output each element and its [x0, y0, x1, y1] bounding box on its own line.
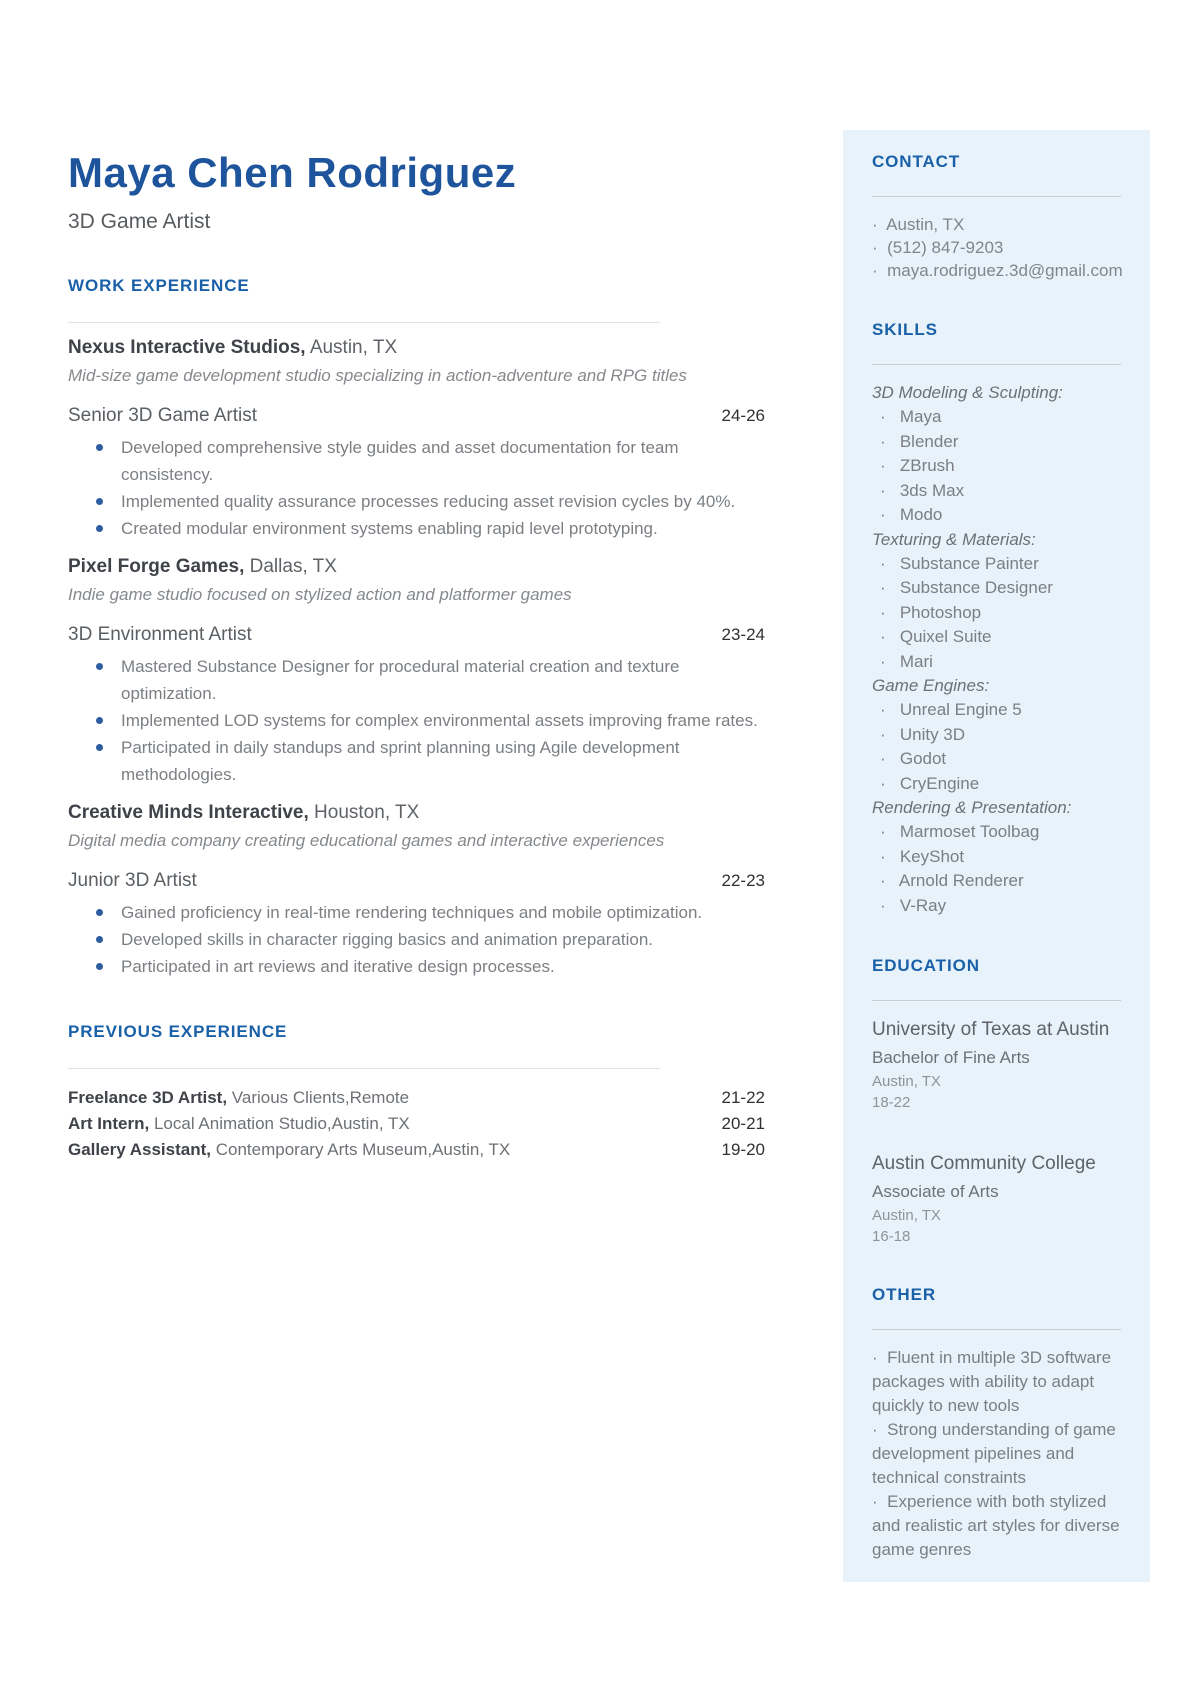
role-row — [68, 624, 765, 646]
role-row — [68, 405, 765, 427]
section-divider — [68, 322, 660, 323]
skill-group — [872, 528, 1121, 675]
skills-section — [872, 320, 1121, 918]
main-column — [68, 150, 765, 1163]
contact-email: · maya.rodriguez.3d@gmail.com — [872, 259, 1098, 282]
skill-group — [872, 796, 1121, 918]
company-line — [68, 802, 765, 824]
school-location: Austin, TX — [872, 1073, 941, 1090]
contact-phone: · (512) 847-9203 — [872, 236, 1098, 259]
previous-entry — [68, 1085, 765, 1111]
skills-heading: SKILLS — [872, 320, 938, 339]
job-dates: 24-26 — [721, 406, 765, 426]
skill-item: · Unreal Engine 5 — [872, 698, 1121, 723]
skill-item: · Godot — [872, 747, 1121, 772]
education-entry — [872, 1151, 1121, 1247]
company-line — [68, 337, 765, 359]
job-entry — [68, 556, 765, 788]
previous-dates: 19-20 — [721, 1140, 765, 1160]
previous-entry-text — [68, 1137, 510, 1163]
contact-list — [872, 213, 1123, 282]
previous-role: Freelance 3D Artist, — [68, 1088, 228, 1108]
role-row — [68, 870, 765, 892]
bullet-item: Implemented quality assurance processes reducing asset revision cycles by 40%. — [68, 488, 765, 515]
job-bullet-list — [68, 434, 765, 542]
job-title: 3D Environment Artist — [68, 624, 252, 646]
previous-role: Gallery Assistant, — [68, 1140, 211, 1160]
education-dates: 16-18 — [872, 1228, 911, 1245]
company-location: Houston, TX — [314, 802, 420, 824]
company-description: Digital media company creating educational games and interactive experiences — [68, 831, 665, 851]
school-name: University of Texas at Austin — [872, 1019, 1110, 1040]
previous-experience-heading: PREVIOUS EXPERIENCE — [68, 1022, 288, 1042]
skill-item: · Unity 3D — [872, 723, 1121, 748]
skill-item: · Marmoset Toolbag — [872, 820, 1121, 845]
previous-entry — [68, 1137, 765, 1163]
contact-heading: CONTACT — [872, 152, 961, 171]
company-name: Creative Minds Interactive, — [68, 802, 309, 824]
bullet-item: Gained proficiency in real-time rendering techniques and mobile optimization. — [68, 899, 765, 926]
skill-item: · Substance Designer — [872, 576, 1121, 601]
company-name: Pixel Forge Games, — [68, 556, 245, 578]
job-dates: 22-23 — [721, 871, 765, 891]
bullet-item: Developed comprehensive style guides and asset documentation for team consistency. — [68, 434, 765, 488]
degree: Bachelor of Fine Arts — [872, 1048, 1030, 1067]
previous-entry-text — [68, 1111, 410, 1137]
job-bullet-list — [68, 899, 765, 980]
skill-item: · Photoshop — [872, 601, 1121, 626]
skill-item: · CryEngine — [872, 772, 1121, 797]
company-location: Dallas, TX — [249, 556, 337, 578]
skill-group — [872, 381, 1121, 528]
skill-group-label: Texturing & Materials: — [872, 529, 1036, 549]
skill-item: · Blender — [872, 430, 1121, 455]
skill-item: · Substance Painter — [872, 552, 1121, 577]
contact-section — [872, 152, 1121, 282]
previous-org: Contemporary Arts Museum,Austin, TX — [215, 1140, 511, 1160]
other-item: · Experience with both stylized and realistic art styles for diverse game genres — [872, 1490, 1121, 1562]
skill-item: · Arnold Renderer — [872, 869, 1121, 894]
sidebar — [843, 130, 1150, 1582]
skill-item: · V-Ray — [872, 894, 1121, 919]
education-dates: 18-22 — [872, 1094, 911, 1111]
education-entry — [872, 1017, 1121, 1113]
skill-group-label: Game Engines: — [872, 676, 990, 695]
school-location: Austin, TX — [872, 1207, 941, 1224]
company-line — [68, 556, 765, 578]
skill-group-label: 3D Modeling & Sculpting: — [872, 383, 1063, 402]
job-title: Junior 3D Artist — [68, 870, 197, 892]
skill-item: · Modo — [872, 503, 1121, 528]
education-section — [872, 956, 1121, 1247]
bullet-item: Participated in art reviews and iterative design processes. — [68, 953, 765, 980]
company-description: Mid-size game development studio specializing in action-adventure and RPG titles — [68, 366, 687, 386]
skill-item: · Maya — [872, 405, 1121, 430]
previous-dates: 21-22 — [721, 1088, 765, 1108]
section-divider — [68, 1068, 660, 1069]
skill-item: · Mari — [872, 650, 1121, 675]
skill-item: · KeyShot — [872, 845, 1121, 870]
previous-entry — [68, 1111, 765, 1137]
bullet-item: Mastered Substance Designer for procedural material creation and texture optimization. — [68, 653, 765, 707]
person-job-title: 3D Game Artist — [68, 210, 211, 234]
previous-role: Art Intern, — [68, 1114, 150, 1134]
job-title: Senior 3D Game Artist — [68, 405, 258, 427]
other-item: · Strong understanding of game development pipelines and technical constraints — [872, 1418, 1121, 1490]
previous-org: Various Clients,Remote — [231, 1088, 410, 1108]
company-description: Indie game studio focused on stylized action and platformer games — [68, 585, 572, 605]
other-heading: OTHER — [872, 1285, 936, 1304]
school-name: Austin Community College — [872, 1153, 1096, 1174]
company-name: Nexus Interactive Studios, — [68, 337, 306, 359]
other-item: · Fluent in multiple 3D software packages with ability to adapt quickly to new tools — [872, 1346, 1121, 1418]
job-dates: 23-24 — [721, 625, 765, 645]
person-name: Maya Chen Rodriguez — [68, 149, 517, 196]
skill-item: · ZBrush — [872, 454, 1121, 479]
previous-entry-text — [68, 1085, 409, 1111]
other-section — [872, 1285, 1121, 1562]
sidebar-divider — [872, 196, 1121, 197]
bullet-item: Created modular environment systems enabling rapid level prototyping. — [68, 515, 765, 542]
bullet-item: Participated in daily standups and sprint planning using Agile development methodologies. — [68, 734, 765, 788]
bullet-item: Developed skills in character rigging basics and animation preparation. — [68, 926, 765, 953]
sidebar-divider — [872, 1329, 1121, 1330]
job-bullet-list — [68, 653, 765, 788]
previous-experience-list — [68, 1085, 765, 1163]
job-entry — [68, 337, 765, 542]
sidebar-divider — [872, 1000, 1121, 1001]
skill-item: · Quixel Suite — [872, 625, 1121, 650]
degree: Associate of Arts — [872, 1182, 999, 1201]
sidebar-divider — [872, 364, 1121, 365]
education-heading: EDUCATION — [872, 956, 980, 975]
company-location: Austin, TX — [309, 337, 398, 359]
contact-location: · Austin, TX — [872, 213, 1098, 236]
skill-group — [872, 674, 1121, 796]
previous-dates: 20-21 — [721, 1114, 765, 1134]
previous-org: Local Animation Studio,Austin, TX — [153, 1114, 410, 1134]
work-experience-heading: WORK EXPERIENCE — [68, 276, 250, 296]
skill-item: · 3ds Max — [872, 479, 1121, 504]
skill-group-label: Rendering & Presentation: — [872, 798, 1072, 817]
bullet-item: Implemented LOD systems for complex environmental assets improving frame rates. — [68, 707, 765, 734]
job-entry — [68, 802, 765, 980]
